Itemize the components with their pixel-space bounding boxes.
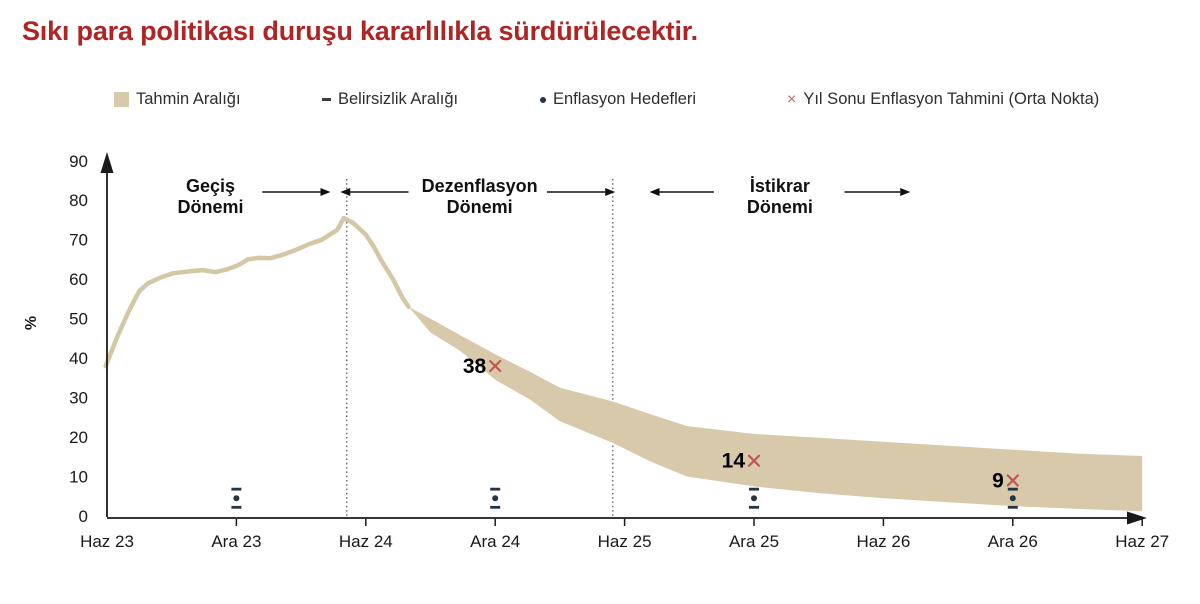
period-label: Dönemi — [446, 197, 513, 217]
period-label: Dönemi — [746, 197, 813, 217]
inflation-target-dot — [1010, 495, 1016, 501]
y-axis-title: % — [23, 315, 40, 331]
forecast-band-area — [409, 307, 1143, 512]
legend-label: Belirsizlik Aralığı — [338, 90, 459, 108]
y-tick-label: 90 — [69, 151, 88, 171]
legend-label: Tahmin Aralığı — [136, 90, 241, 108]
x-tick-label: Ara 26 — [987, 532, 1038, 551]
y-tick-label: 60 — [69, 270, 88, 290]
y-tick-label: 10 — [69, 467, 88, 487]
period-arrow-head-icon — [900, 188, 910, 196]
x-tick-label: Ara 24 — [470, 532, 521, 551]
y-tick-label: 0 — [78, 507, 88, 526]
x-tick-label: Haz 23 — [80, 532, 134, 551]
forecast-value-label: 9 — [992, 469, 1004, 493]
forecast-value-label: 14 — [721, 449, 745, 473]
forecast-value-label: 38 — [462, 355, 487, 379]
period-label: İstikrar — [749, 176, 810, 196]
y-tick-label: 30 — [69, 388, 88, 408]
y-tick-label: 50 — [69, 309, 88, 329]
x-tick-label: Haz 25 — [597, 532, 652, 551]
y-tick-label: 80 — [69, 191, 88, 211]
period-arrow-head-icon — [605, 188, 615, 196]
inflation-target-dot — [233, 495, 239, 501]
x-tick-label: Ara 25 — [728, 532, 780, 551]
inflation-target-dot — [492, 495, 498, 501]
y-tick-label: 20 — [69, 428, 88, 448]
page-title: Sıkı para politikası duruşu kararlılıkla sürdürülecektir. — [22, 16, 698, 46]
period-label: Dezenflasyon — [421, 176, 538, 196]
period-label: Geçiş — [185, 176, 236, 196]
period-arrow-head-icon — [340, 188, 350, 196]
y-tick-label: 40 — [69, 349, 88, 369]
period-arrow-head-icon — [650, 188, 660, 196]
y-tick-label: 70 — [69, 230, 88, 250]
y-axis-arrow-icon — [101, 152, 114, 173]
legend-label: Enflasyon Hedefleri — [553, 90, 697, 108]
period-arrow-head-icon — [321, 188, 331, 196]
x-tick-label: Ara 23 — [211, 532, 262, 551]
inflation-line — [106, 218, 409, 366]
inflation-target-dot — [751, 495, 757, 501]
legend-marker-x-icon: × — [787, 91, 797, 108]
x-tick-label: Haz 26 — [856, 532, 911, 551]
x-tick-label: Haz 24 — [338, 532, 393, 551]
x-tick-label: Haz 27 — [1115, 532, 1170, 551]
legend-label: Yıl Sonu Enflasyon Tahmini (Orta Nokta) — [803, 90, 1100, 108]
period-label: Dönemi — [177, 197, 244, 217]
x-axis-arrow-icon — [1127, 512, 1147, 525]
